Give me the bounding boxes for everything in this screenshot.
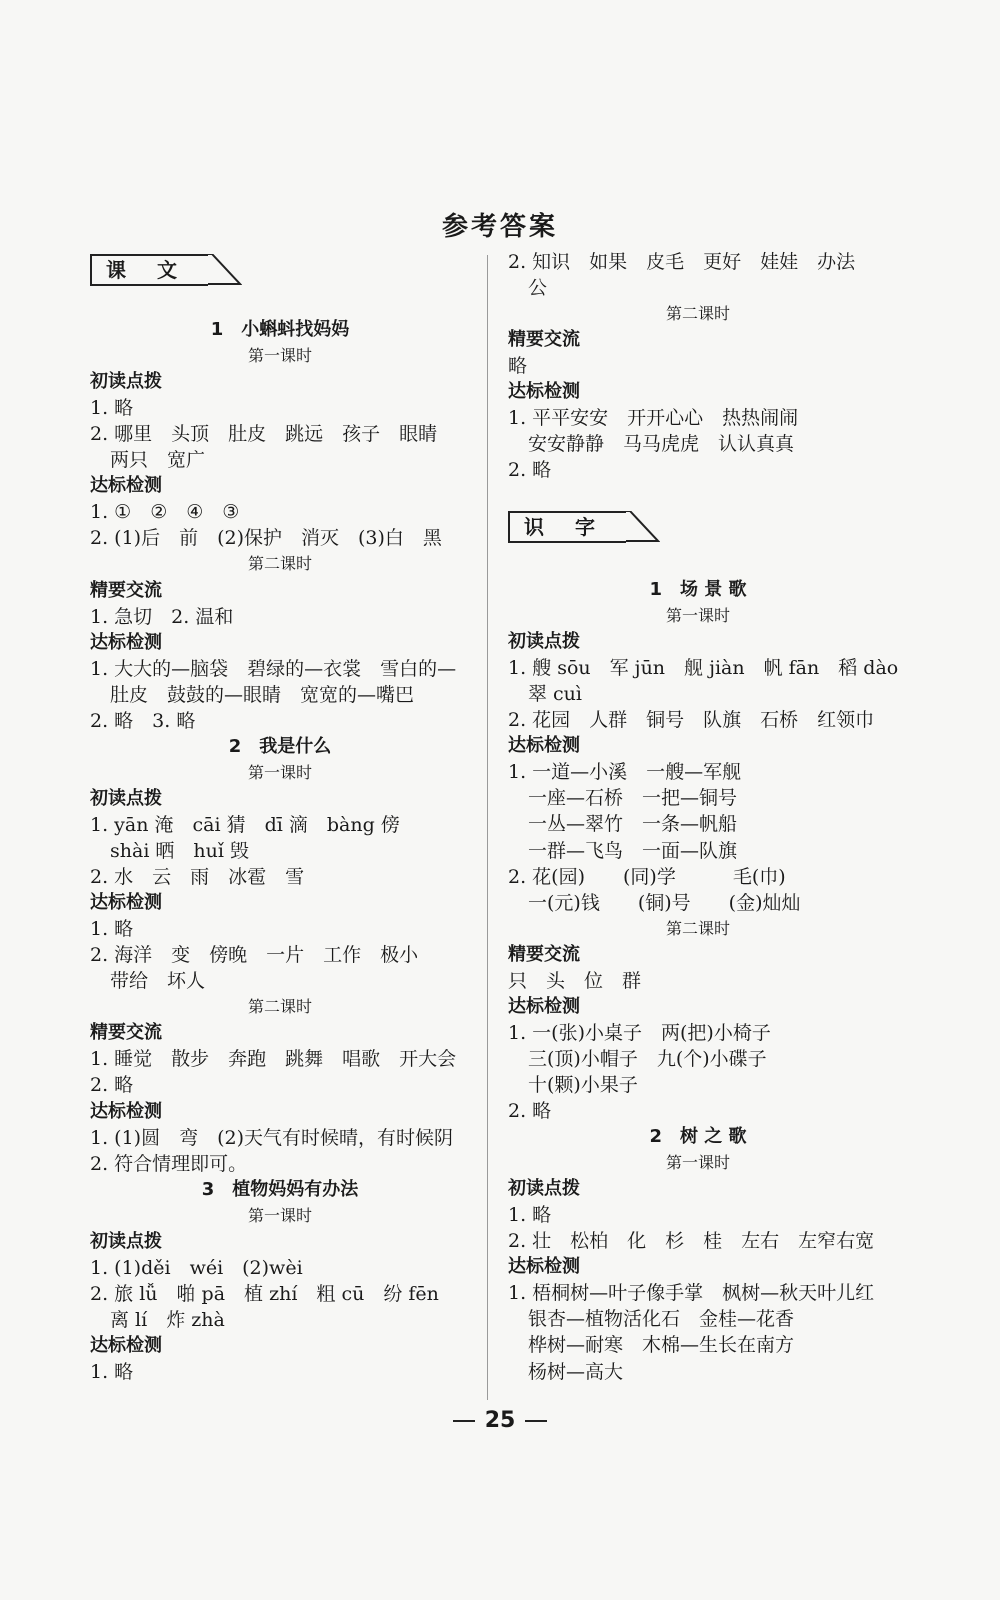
answer-line: 1. 略 — [508, 1204, 552, 1227]
answer-line: 1. 睡觉 散步 奔跑 跳舞 唱歌 开大会 — [90, 1048, 457, 1071]
section-banner-label: 课 文 — [106, 258, 189, 282]
lesson-title: 3 植物妈妈有办法 — [201, 1178, 359, 1200]
session-label: 第一课时 — [247, 1205, 312, 1225]
page-number-dash — [453, 1420, 475, 1422]
answer-line: 带给 坏人 — [110, 970, 206, 993]
answer-line: shài 晒 huǐ 毁 — [110, 840, 250, 862]
answer-line: 1. 略 — [90, 918, 134, 941]
answer-line: 1. ① ② ④ ③ — [90, 501, 240, 524]
session-label: 第一课时 — [247, 762, 312, 782]
section-heading: 精要交流 — [508, 329, 580, 351]
section-heading: 达标检测 — [508, 995, 580, 1017]
section-heading: 精要交流 — [90, 579, 162, 601]
answer-line: 离 lí 炸 zhà — [110, 1308, 225, 1331]
session-label: 第二课时 — [665, 918, 730, 938]
answer-line: 2. 哪里 头顶 肚皮 跳远 孩子 眼睛 — [90, 423, 438, 446]
answer-line: 一座—石桥 一把—铜号 — [528, 787, 738, 810]
answer-line: 1. 大大的—脑袋 碧绿的—衣裳 雪白的— — [90, 657, 457, 680]
answer-line: 2. 旅 lǚ 啪 pā 植 zhí 粗 cū 纷 fēn — [90, 1282, 439, 1305]
answer-line: 1. 略 — [90, 1361, 134, 1383]
answer-line: 十(颗)小果子 — [528, 1073, 638, 1096]
session-label: 第一课时 — [665, 1153, 730, 1173]
answer-line: 翠 cuì — [528, 683, 582, 706]
answer-line: 2. 壮 松柏 化 杉 桂 左右 左窄右宽 — [508, 1230, 875, 1253]
section-heading: 达标检测 — [90, 1100, 162, 1122]
page-title: 参考答案 — [441, 212, 558, 242]
answer-line: 2. 水 云 雨 冰雹 雪 — [90, 866, 305, 889]
answer-line: 1. (1)děi wéi (2)wèi — [90, 1256, 303, 1279]
lesson-title: 1 小蝌蚪找妈妈 — [210, 319, 350, 340]
answer-line: 肚皮 鼓鼓的—眼睛 宽宽的—嘴巴 — [110, 683, 415, 706]
session-label: 第一课时 — [665, 606, 730, 626]
answer-line: 1. 略 — [90, 397, 134, 420]
answer-line: 2. (1)后 前 (2)保护 消灭 (3)白 黑 — [90, 527, 442, 550]
answer-line: 2. 知识 如果 皮毛 更好 娃娃 办法 — [508, 251, 856, 273]
section-heading: 达标检测 — [508, 735, 580, 757]
answer-line: 只 头 位 群 — [508, 969, 642, 992]
section-banner-shizi — [508, 511, 626, 543]
section-heading: 达标检测 — [508, 381, 580, 403]
session-label: 第一课时 — [247, 346, 312, 366]
section-heading: 初读点拨 — [90, 1230, 162, 1252]
section-heading: 初读点拨 — [508, 1178, 580, 1200]
page-number-dash — [525, 1420, 547, 1422]
answer-line: 2. 花园 人群 铜号 队旗 石桥 红领巾 — [508, 709, 875, 732]
answer-line: 2. 花(园) (同)学 毛(巾) — [508, 865, 786, 888]
section-heading: 精要交流 — [90, 1022, 162, 1044]
answer-line: 一群—飞鸟 一面—队旗 — [528, 839, 738, 862]
lesson-title: 2 我是什么 — [228, 735, 332, 757]
answer-line: 安安静静 马马虎虎 认认真真 — [528, 433, 795, 456]
section-heading: 初读点拨 — [508, 631, 580, 653]
section-heading: 达标检测 — [90, 1334, 162, 1356]
section-banner-label: 识 字 — [524, 515, 607, 539]
page-number — [0, 1408, 1000, 1433]
answer-line: 2. 符合情理即可。 — [90, 1152, 248, 1175]
banner-arrow-icon — [208, 254, 242, 286]
session-label: 第二课时 — [665, 304, 730, 324]
answer-line: 1. yān 淹 cāi 猜 dī 滴 bàng 傍 — [90, 813, 400, 836]
session-label: 第二课时 — [247, 997, 312, 1017]
answer-line: 1. 急切 2. 温和 — [90, 605, 234, 628]
answer-line: 银杏—植物活化石 金桂—花香 — [528, 1308, 795, 1331]
session-label: 第二课时 — [247, 554, 312, 574]
answer-line: 1. 梧桐树—叶子像手掌 枫树—秋天叶儿红 — [508, 1282, 875, 1305]
section-heading: 达标检测 — [90, 631, 162, 653]
answer-line: 三(顶)小帽子 九(个)小碟子 — [528, 1047, 767, 1070]
banner-arrow-icon — [626, 511, 660, 543]
answer-line: 2. 略 — [508, 1100, 552, 1122]
answer-line: 2. 略 — [508, 459, 552, 482]
section-heading: 初读点拨 — [90, 371, 162, 393]
column-divider — [487, 255, 488, 1400]
section-heading: 初读点拨 — [90, 787, 162, 809]
answer-line: 公 — [528, 277, 548, 300]
lesson-title: 1 场 景 歌 — [649, 579, 747, 600]
answer-line: 1. 一道—小溪 一艘—军舰 — [508, 761, 742, 784]
section-heading: 达标检测 — [90, 892, 162, 914]
answer-line: 2. 略 — [90, 1074, 134, 1097]
section-banner-kewen — [90, 254, 208, 286]
answer-line: 2. 海洋 变 傍晚 一片 工作 极小 — [90, 944, 419, 967]
answer-line: 2. 略 3. 略 — [90, 709, 196, 732]
answer-line: 1. (1)圆 弯 (2)天气有时候晴，有时候阴 — [90, 1126, 453, 1149]
answer-line: 两只 宽广 — [110, 449, 206, 472]
page-number-value: 25 — [484, 1408, 516, 1433]
answer-line: 1. 一(张)小桌子 两(把)小椅子 — [508, 1021, 771, 1044]
answer-line: 桦树—耐寒 木棉—生长在南方 — [528, 1334, 795, 1357]
answer-line: 杨树—高大 — [528, 1360, 624, 1383]
section-heading: 达标检测 — [90, 475, 162, 497]
answer-line: 1. 平平安安 开开心心 热热闹闹 — [508, 407, 799, 430]
answer-line: 略 — [508, 355, 528, 378]
answer-line: 一丛—翠竹 一条—帆船 — [528, 813, 738, 836]
answer-line: 一(元)钱 (铜)号 (金)灿灿 — [528, 891, 801, 914]
section-heading: 达标检测 — [508, 1256, 580, 1278]
answer-line: 1. 艘 sōu 军 jūn 舰 jiàn 帆 fān 稻 dào — [508, 657, 899, 680]
lesson-title: 2 树 之 歌 — [649, 1126, 747, 1148]
section-heading: 精要交流 — [508, 943, 580, 965]
